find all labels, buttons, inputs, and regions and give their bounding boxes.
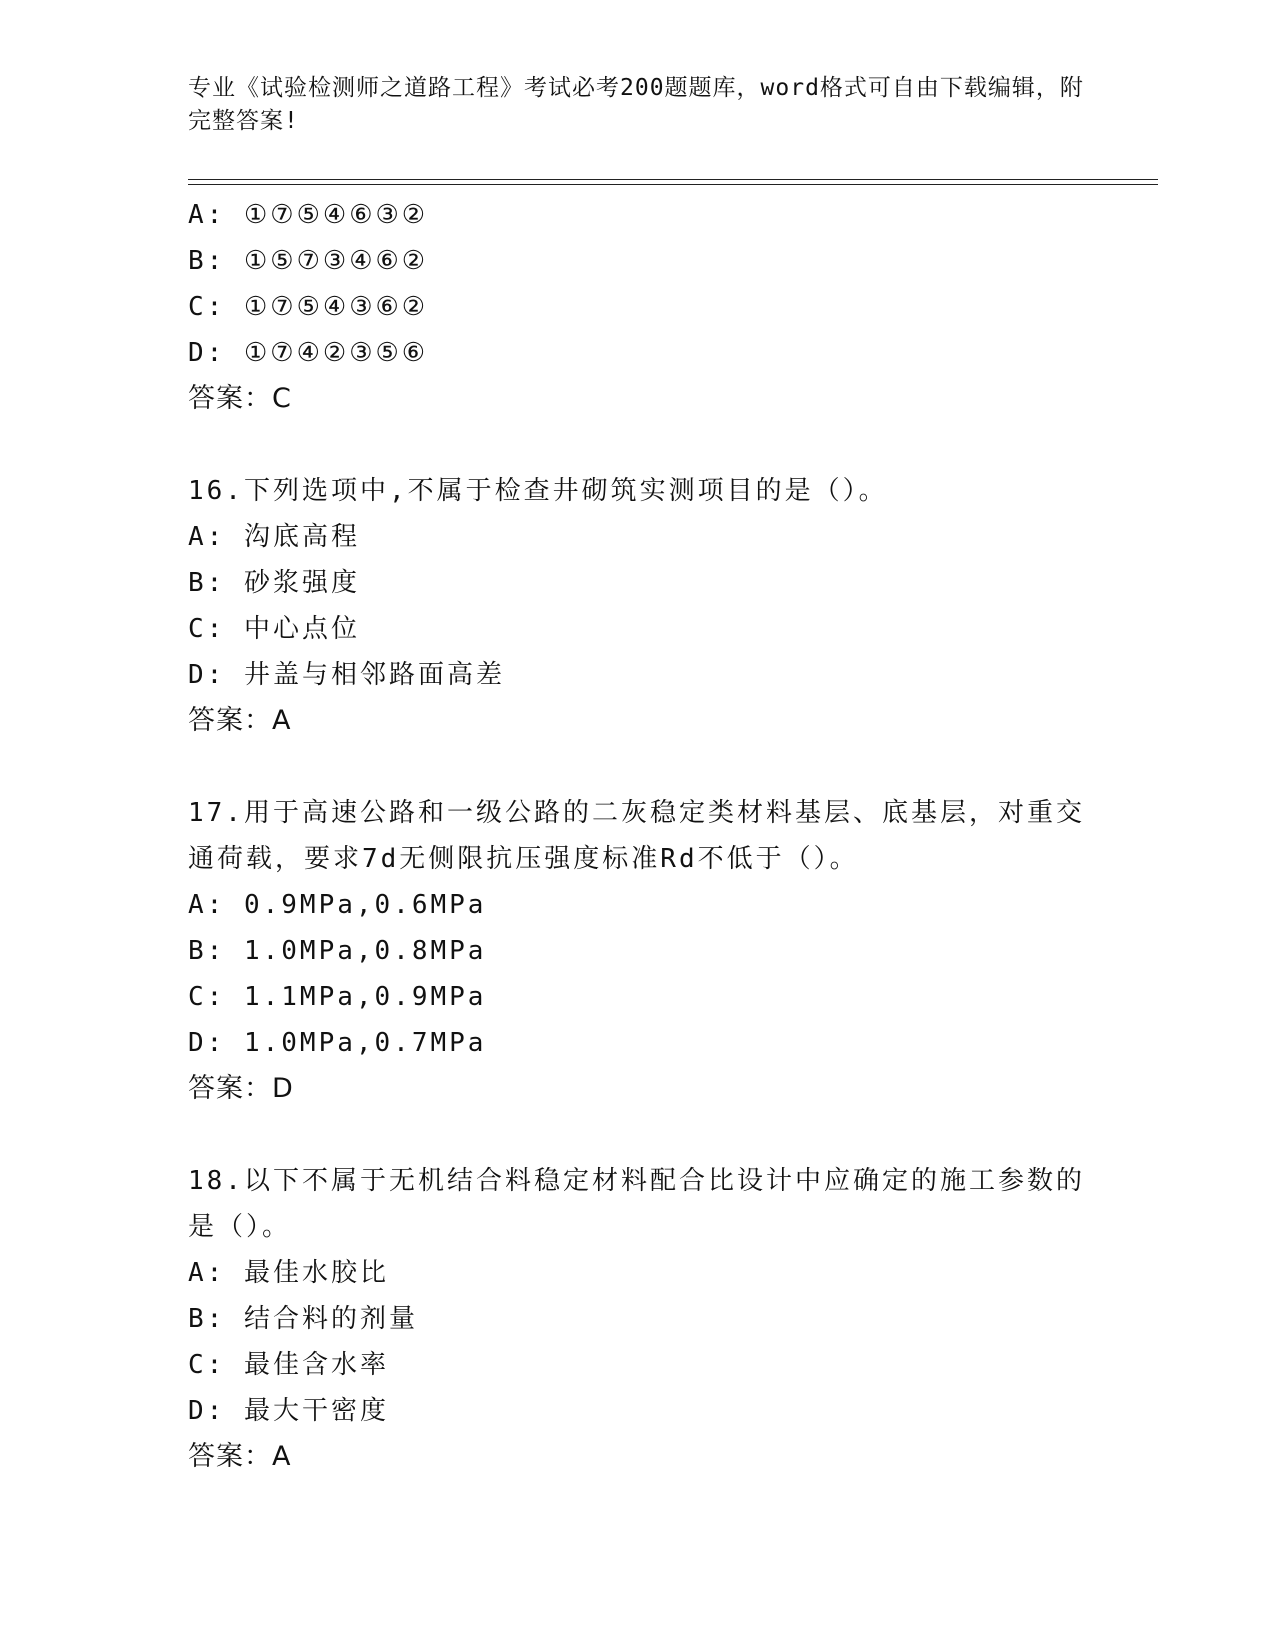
question-16 (188, 468, 1108, 744)
option-a: A: 0.9MPa,0.6MPa (188, 890, 487, 920)
option-d: D: ①⑦④②③⑤⑥ (188, 338, 429, 368)
answer: 答案：A (188, 1441, 292, 1472)
option-a: A: ①⑦⑤④⑥③② (188, 200, 429, 230)
option-d: D: 最大干密度 (188, 1396, 389, 1426)
answer: 答案：D (188, 1073, 294, 1104)
document-header (188, 72, 1088, 138)
question-content (188, 192, 1108, 1480)
question-18 (188, 1158, 1108, 1480)
question-15 (188, 192, 1108, 422)
option-d: D: 1.0MPa,0.7MPa (188, 1028, 487, 1058)
answer: 答案：C (188, 383, 292, 414)
option-b: B: 砂浆强度 (188, 568, 360, 598)
header-divider-top (188, 179, 1158, 180)
option-a: A: 最佳水胶比 (188, 1258, 389, 1288)
option-b: B: ①⑤⑦③④⑥② (188, 246, 429, 276)
answer: 答案：A (188, 705, 292, 736)
question-text: 18.以下不属于无机结合料稳定材料配合比设计中应确定的施工参数的是（）。 (188, 1166, 1085, 1242)
option-b: B: 结合料的剂量 (188, 1304, 418, 1334)
option-d: D: 井盖与相邻路面高差 (188, 660, 505, 690)
header-text: 专业《试验检测师之道路工程》考试必考200题题库，word格式可自由下载编辑，附完整答案! (188, 75, 1084, 134)
option-c: C: 最佳含水率 (188, 1350, 389, 1380)
option-a: A: 沟底高程 (188, 522, 360, 552)
option-c: C: ①⑦⑤④③⑥② (188, 292, 429, 322)
question-text: 16.下列选项中,不属于检查井砌筑实测项目的是（）。 (188, 476, 888, 506)
option-c: C: 1.1MPa,0.9MPa (188, 982, 487, 1012)
option-b: B: 1.0MPa,0.8MPa (188, 936, 487, 966)
question-17 (188, 790, 1108, 1112)
question-text: 17.用于高速公路和一级公路的二灰稳定类材料基层、底基层，对重交通荷载，要求7d无侧限抗压强度标准Rd不低于（）。 (188, 798, 1085, 874)
option-c: C: 中心点位 (188, 614, 360, 644)
header-divider-bottom (188, 184, 1158, 185)
